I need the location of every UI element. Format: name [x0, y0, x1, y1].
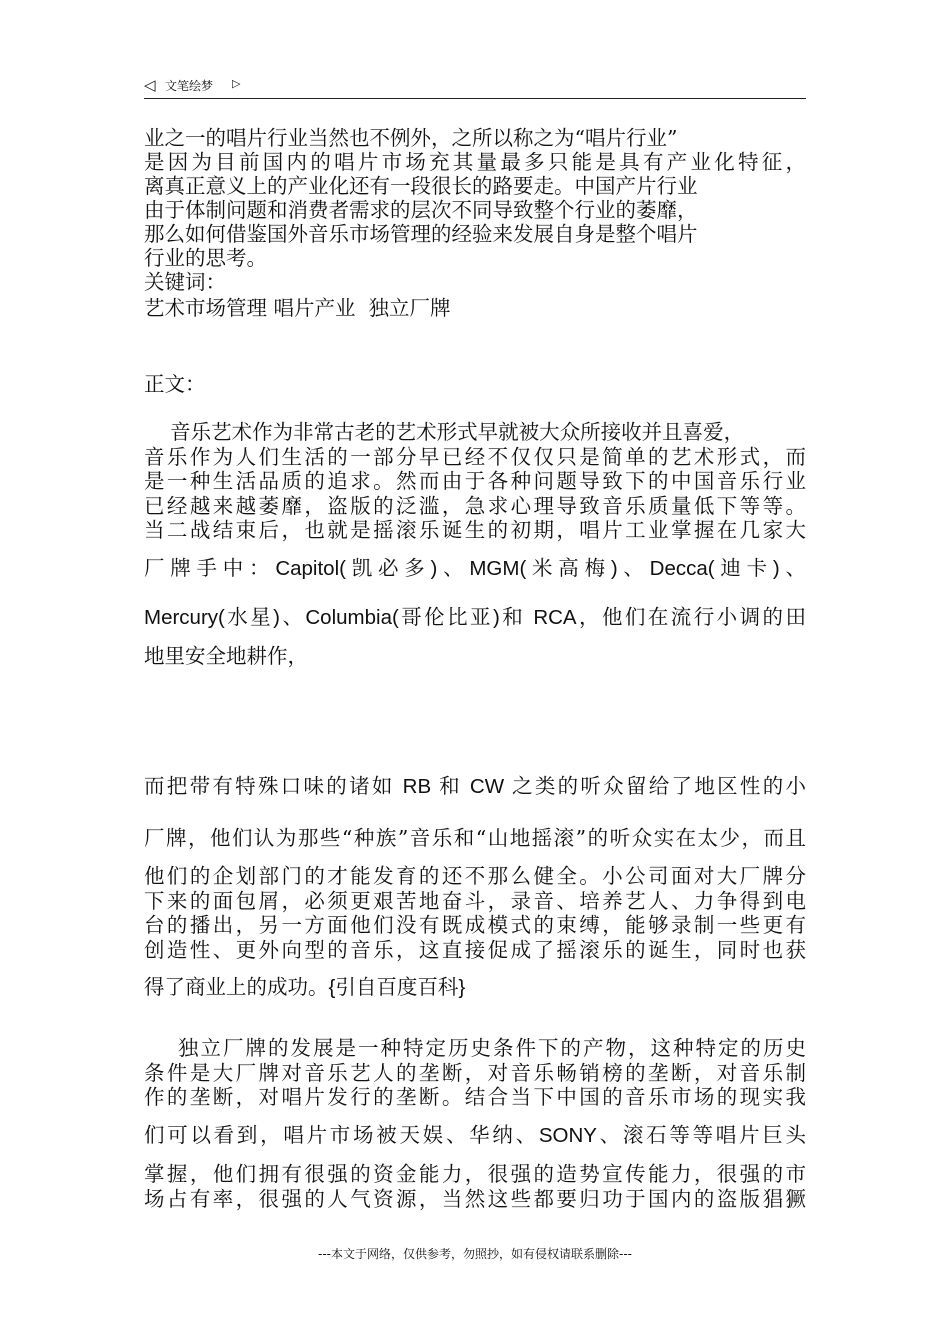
- body-line: 台的播出，另一方面他们没有既成模式的束缚，能够录制一些更有: [144, 913, 806, 937]
- keywords-list: 艺术市场管理 唱片产业 独立厂牌: [144, 296, 451, 320]
- body-line: 他们的企划部门的才能发育的还不那么健全。小公司面对大厂牌分: [144, 864, 806, 888]
- body-line: 厂牌，他们认为那些“种族”音乐和“山地摇滚”的听众实在太少，而且: [144, 826, 806, 850]
- body-line: 场占有率，很强的人气资源，当然这些都要归功于国内的盗版猖獗: [144, 1187, 806, 1211]
- page-footer: ---本文于网络，仅供参考，勿照抄，如有侵权请联系删除---: [318, 1247, 632, 1261]
- body-line: 作的垄断，对唱片发行的垄断。结合当下中国的音乐市场的现实我: [144, 1085, 806, 1109]
- body-line: Mercury(水星)、Columbia(哥伦比亚)和 RCA，他们在流行小调的田: [144, 606, 806, 629]
- abstract-line: 行业的思考。: [144, 246, 267, 270]
- abstract-line: 是因为目前国内的唱片市场充其量最多只能是具有产业化特征，: [144, 150, 806, 174]
- body-line: 创造性、更外向型的音乐，这直接促成了摇滚乐的诞生，同时也获: [144, 938, 806, 962]
- body-line: 音乐作为人们生活的一部分早已经不仅仅只是简单的艺术形式，而: [144, 445, 806, 469]
- header-brand: 文笔绘梦: [165, 79, 214, 93]
- body-line: 条件是大厂牌对音乐艺人的垄断，对音乐畅销榜的垄断，对音乐制: [144, 1061, 806, 1085]
- abstract-line: 业之一的唱片行业当然也不例外，之所以称之为“唱片行业”: [144, 126, 678, 150]
- body-line: 下来的面包屑，必须更艰苦地奋斗，录音、培养艺人、力争得到电: [144, 889, 806, 913]
- body-line: 得了商业上的成功。{引自百度百科}: [144, 976, 466, 999]
- abstract-line: 离真正意义上的产业化还有一段很长的路要走。中国产片行业: [144, 174, 698, 198]
- body-line: 而把带有特殊口味的诸如 RB 和 CW 之类的听众留给了地区性的小: [144, 775, 806, 798]
- body-line: 地里安全地耕作，: [144, 644, 308, 668]
- body-line: 音乐艺术作为非常古老的艺术形式早就被大众所接收并且喜爱，: [144, 420, 745, 444]
- body-heading: 正文：: [144, 372, 206, 396]
- keywords-label: 关键词：: [144, 270, 226, 294]
- abstract-line: 由于体制问题和消费者需求的层次不同导致整个行业的萎靡，: [144, 198, 698, 222]
- body-line: 是一种生活品质的追求。然而由于各种问题导致下的中国音乐行业: [144, 469, 806, 493]
- body-line: 当二战结束后，也就是摇滚乐诞生的初期，唱片工业掌握在几家大: [144, 518, 806, 542]
- right-triangle-icon: ▷: [232, 77, 241, 90]
- page-header: [144, 74, 806, 99]
- body-line: 掌握，他们拥有很强的资金能力，很强的造势宣传能力，很强的市: [144, 1162, 806, 1186]
- left-triangle-icon: ◁: [144, 76, 156, 94]
- body-line: 独立厂牌的发展是一种特定历史条件下的产物，这种特定的历史: [144, 1036, 806, 1060]
- abstract-line: 那么如何借鉴国外音乐市场管理的经验来发展自身是整个唱片: [144, 222, 698, 246]
- body-line: 厂牌手中：Capitol(凯必多)、MGM(米高梅)、Decca(迪卡)、: [144, 557, 806, 580]
- body-line: 已经越来越萎靡，盗版的泛滥，急求心理导致音乐质量低下等等。: [144, 494, 806, 518]
- body-line: 们可以看到，唱片市场被天娱、华纳、SONY、滚石等等唱片巨头: [144, 1124, 806, 1147]
